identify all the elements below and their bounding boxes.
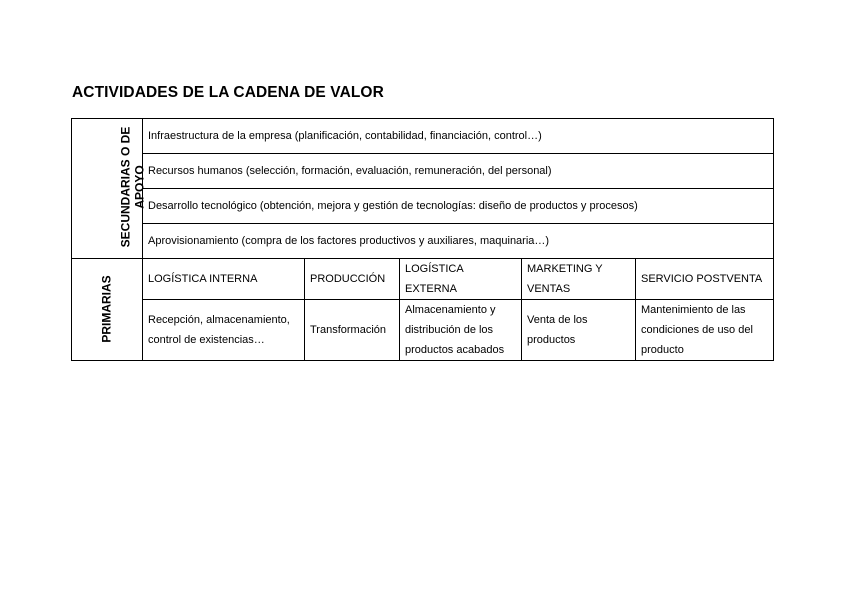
- activity-after-sales-service: Mantenimiento de las condiciones de uso del producto: [636, 300, 774, 361]
- activity-operations: Transformación: [305, 300, 400, 361]
- value-chain-table: [71, 118, 774, 361]
- support-activity-human-resources: Recursos humanos (selección, formación, evaluación, remuneración, del personal): [143, 154, 774, 189]
- primary-activities-label: PRIMARIAS: [100, 274, 114, 343]
- support-row: [72, 154, 774, 189]
- support-activities-label-cell: [72, 119, 147, 259]
- header-after-sales-service: SERVICIO POSTVENTA: [636, 259, 774, 300]
- header-inbound-logistics: LOGÍSTICA INTERNA: [143, 259, 305, 300]
- header-marketing-sales: MARKETING Y VENTAS: [522, 259, 636, 300]
- primary-activities-label-cell: [72, 259, 143, 361]
- support-label-line1: SECUNDARIAS O DE: [118, 126, 133, 247]
- header-outbound-logistics: LOGÍSTICA EXTERNA: [400, 259, 522, 300]
- support-label-line2: APOYO: [132, 164, 147, 209]
- document-title: ACTIVIDADES DE LA CADENA DE VALOR: [72, 84, 384, 101]
- activity-marketing-sales: Venta de los productos: [522, 300, 636, 361]
- support-row: [72, 119, 774, 154]
- support-row: [72, 189, 774, 224]
- activity-outbound-logistics: Almacenamiento y distribución de los productos acabados: [400, 300, 522, 361]
- support-activity-infrastructure: Infraestructura de la empresa (planificación, contabilidad, financiación, control…): [143, 119, 774, 154]
- support-row: [72, 224, 774, 259]
- support-activity-procurement: Aprovisionamiento (compra de los factores productivos y auxiliares, maquinaria…): [143, 224, 774, 259]
- support-activity-technology: Desarrollo tecnológico (obtención, mejora y gestión de tecnologías: diseño de productos y procesos): [143, 189, 774, 224]
- primary-activities-row: [72, 300, 774, 361]
- header-operations: PRODUCCIÓN: [305, 259, 400, 300]
- support-activities-label: [118, 126, 146, 247]
- primary-header-row: [72, 259, 774, 300]
- activity-inbound-logistics: Recepción, almacenamiento, control de existencias…: [143, 300, 305, 361]
